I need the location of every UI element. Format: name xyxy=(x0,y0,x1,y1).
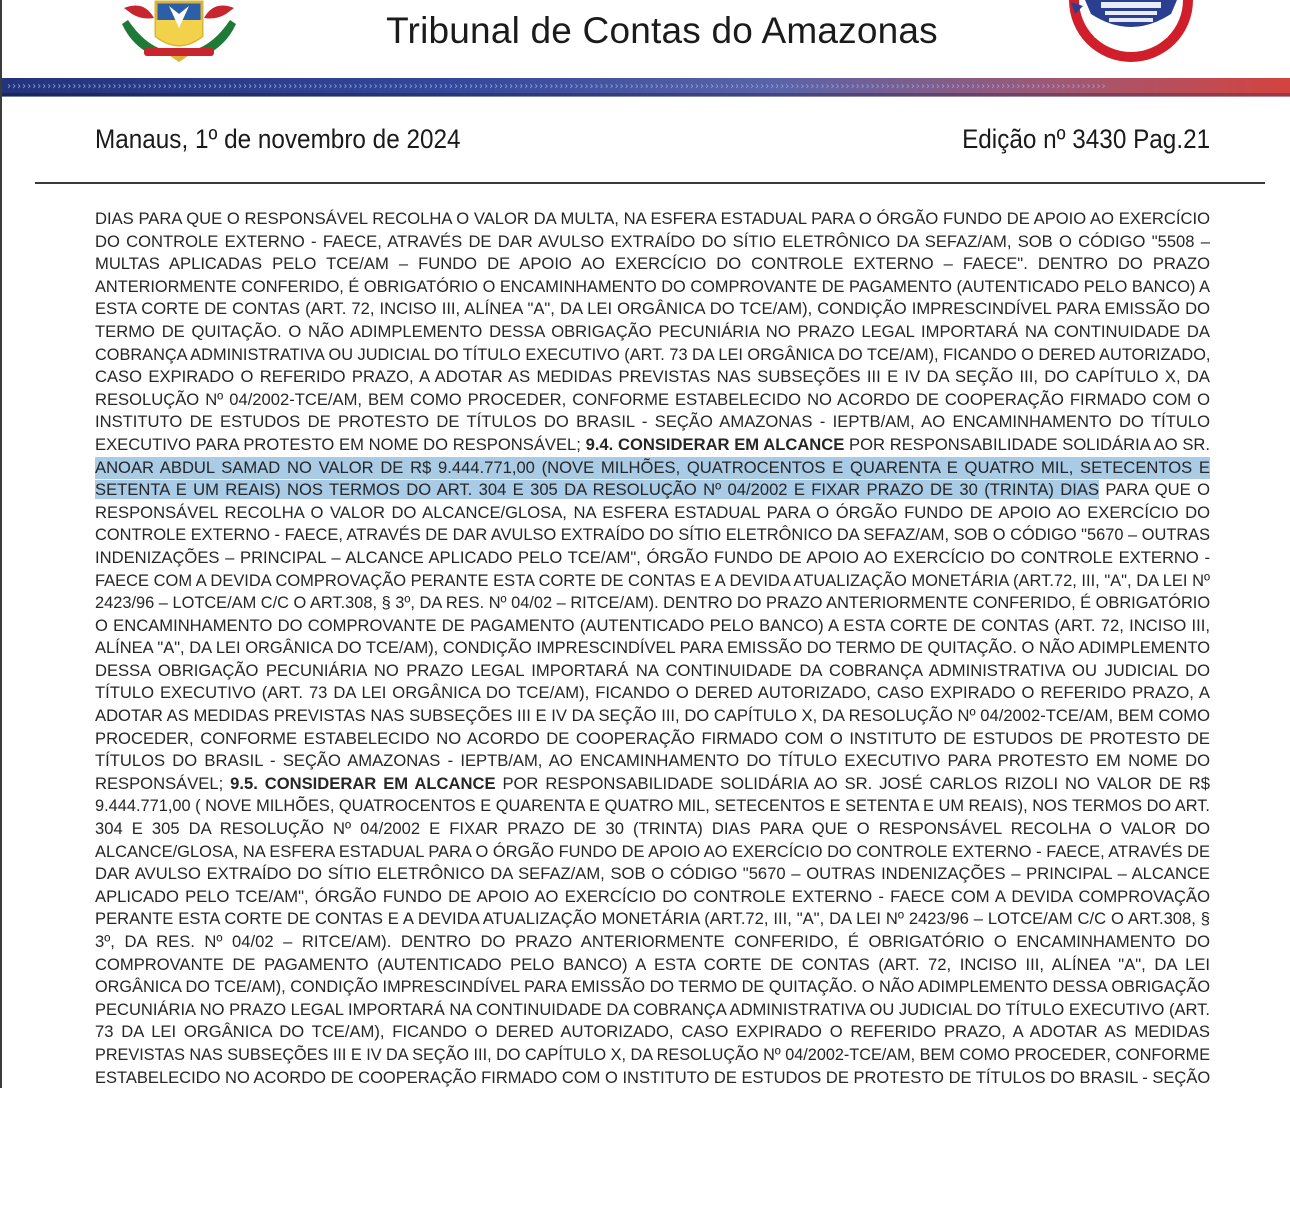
text-line: COMPROVANTE DE PAGAMENTO (AUTENTICADO PELO BANCO) A ESTA CORTE DE CONTAS (ART. 72, INCISO III, ALÍNEA "A", DA LEI xyxy=(95,954,1210,974)
text-line: 9.444.771,00 ( NOVE MILHÕES, QUATROCENTOS E QUARENTA E QUATRO MIL, SETECENTOS E SETENTA E UM REAIS), NOS TERMOS DO ART. xyxy=(95,796,1210,816)
text-line: PERANTE ESTA CORTE DE CONTAS E A DEVIDA ATUALIZAÇÃO MONETÁRIA (ART.72, III, "A", DA LEI Nº 2423/96 – LOTCE/AM C/C O ART.308, § xyxy=(95,909,1210,929)
text-line: 3º, DA RES. Nº 04/02 – RITCE/AM). DENTRO DO PRAZO ANTERIORMENTE CONFERIDO, É OBRIGATÓRIO O ENCAMINHAMENTO DO xyxy=(95,932,1210,951)
text-line: INSTITUTO DE ESTUDOS DE PROTESTO DE TÍTULOS DO BRASIL - SEÇÃO AMAZONAS - IEPTB/AM, AO ENCAMINHAMENTO DO TÍTULO xyxy=(95,412,1210,432)
text-line: APLICADO PELO TCE/AM", ÓRGÃO FUNDO DE APOIO AO EXERCÍCIO DO CONTROLE EXTERNO - FAECE COM A DEVIDA COMPROVAÇÃO xyxy=(95,886,1210,906)
text-fragment: PARA QUE O xyxy=(1099,480,1210,500)
text-line: TERMO DE QUITAÇÃO. O NÃO ADIMPLEMENTO DESSA OBRIGAÇÃO PECUNIÁRIA NO PRAZO LEGAL IMPORTARÁ NA CONTINUIDADE DA xyxy=(95,321,1210,341)
text-line: PROCEDER, CONFORME ESTABELECIDO NO ACORDO DE COOPERAÇÃO FIRMADO COM O INSTITUTO DE ESTUDOS DE PROTESTO DE xyxy=(95,728,1210,748)
chevron-pattern-icon: ››››››››››››››››››››››››››››››››››››››››››››››››››››››››››››››››››››››››››››››››››››››››››››››››››››››››››››››››››››››››››››››››››››››››››››››››››››››››››››››››››››››››››››››››››››››››››››››››››››››››››››››››››››››››››› xyxy=(6,81,1106,92)
text-line: FAECE COM A DEVIDA COMPROVAÇÃO PERANTE ESTA CORTE DE CONTAS E A DEVIDA ATUALIZAÇÃO MONETÁRIA (ART.72, III, "A", DA LEI Nº xyxy=(95,570,1211,590)
document-body xyxy=(95,208,1210,1089)
edition-meta xyxy=(95,124,1211,164)
text-line: RESPONSÁVEL RECOLHA O VALOR DO ALCANCE/GLOSA, NA ESFERA ESTADUAL PARA O ÓRGÃO FUNDO DE APOIO AO EXERCÍCIO DO xyxy=(95,502,1210,522)
text-line: PECUNIÁRIA NO PRAZO LEGAL IMPORTARÁ NA CONTINUIDADE DA COBRANÇA ADMINISTRATIVA OU JUDICIAL DO TÍTULO EXECUTIVO (ART. xyxy=(95,999,1211,1019)
header-divider xyxy=(35,182,1265,184)
text-line: ADOTAR AS MEDIDAS PREVISTAS NAS SUBSEÇÕES III E IV DA SEÇÃO III, DO CAPÍTULO X, DA RESOLUÇÃO Nº 04/2002-TCE/AM, BEM COMO xyxy=(95,706,1210,726)
text-line: MULTAS APLICADAS PELO TCE/AM – FUNDO DE APOIO AO EXERCÍCIO DO CONTROLE EXTERNO – FAECE". DENTRO DO PRAZO xyxy=(95,254,1210,274)
text-line: O ENCAMINHAMENTO DO COMPROVANTE DE PAGAMENTO (AUTENTICADO PELO BANCO) A ESTA CORTE DE CONTAS (ART. 72, INCISO III, xyxy=(95,615,1210,635)
text-fragment: POR RESPONSABILIDADE SOLIDÁRIA AO SR. xyxy=(844,434,1210,454)
text-line: 304 E 305 DA RESOLUÇÃO Nº 04/2002 E FIXAR PRAZO DE 30 (TRINTA) DIAS PARA QUE O RESPONSÁVEL RECOLHA O VALOR DO xyxy=(95,819,1210,839)
text-fragment: POR RESPONSABILIDADE SOLIDÁRIA AO SR. JOSÉ CARLOS RIZOLI NO VALOR DE R$ xyxy=(495,773,1210,793)
text-line: DAR AVULSO EXTRAÍDO DO SÍTIO ELETRÔNICO DA SEFAZ/AM, SOB O CÓDIGO "5670 – OUTRAS INDENIZAÇÕES – PRINCIPAL – ALCANCE xyxy=(95,864,1210,884)
text-line: INDENIZAÇÕES – PRINCIPAL – ALCANCE APLICADO PELO TCE/AM", ÓRGÃO FUNDO DE APOIO AO EXERCÍCIO DO CONTROLE EXTERNO - xyxy=(95,547,1210,567)
text-line: DO CONTROLE EXTERNO - FAECE, ATRAVÉS DE DAR AVULSO EXTRAÍDO DO SÍTIO ELETRÔNICO DA SEFAZ/AM, SOB O CÓDIGO "5508 – xyxy=(95,231,1210,251)
edition-number: Edição nº 3430 Pag.21 xyxy=(962,124,1211,154)
header-stripe-shadow xyxy=(2,93,1290,97)
text-line: COBRANÇA ADMINISTRATIVA OU JUDICIAL DO TÍTULO EXECUTIVO (ART. 73 DA LEI ORGÂNICA DO TCE/AM), FICANDO O DERED AUTORIZADO, xyxy=(95,344,1211,364)
text-line: ORGÂNICA DO TCE/AM), CONDIÇÃO IMPRESCINDÍVEL PARA EMISSÃO DO TERMO DE QUITAÇÃO. O NÃO ADIMPLEMENTO DESSA OBRIGAÇÃO xyxy=(95,977,1210,997)
text-line: PREVISTAS NAS SUBSEÇÕES III E IV DA SEÇÃO III, DO CAPÍTULO X, DA RESOLUÇÃO Nº 04/2002-TCE/AM, BEM COMO PROCEDER, CONFORME xyxy=(95,1044,1211,1064)
text-line: DESSA OBRIGAÇÃO PECUNIÁRIA NO PRAZO LEGAL IMPORTARÁ NA CONTINUIDADE DA COBRANÇA ADMINISTRATIVA OU JUDICIAL DO xyxy=(95,660,1210,680)
highlighted-text-selection[interactable]: SETENTA E UM REAIS) NOS TERMOS DO ART. 304 E 305 DA RESOLUÇÃO Nº 04/2002 E FIXAR PRAZO DE 30 (TRINTA) DIAS xyxy=(95,480,1100,500)
page-title: Tribunal de Contas do Amazonas xyxy=(386,10,938,51)
text-line: TÍTULOS DO BRASIL - SEÇÃO AMAZONAS - IEPTB/AM, AO ENCAMINHAMENTO DO TÍTULO EXECUTIVO PARA PROTESTO EM NOME DO xyxy=(95,751,1210,771)
text-line: ALÍNEA "A", DA LEI ORGÂNICA DO TCE/AM), CONDIÇÃO IMPRESCINDÍVEL PARA EMISSÃO DO TERMO DE QUITAÇÃO. O NÃO ADIMPLEMENTO xyxy=(95,638,1211,658)
coat-of-arms-icon xyxy=(114,0,244,62)
text-line: 73 DA LEI ORGÂNICA DO TCE/AM), FICANDO O DERED AUTORIZADO, CASO EXPIRADO O REFERIDO PRAZO, A ADOTAR AS MEDIDAS xyxy=(95,1022,1210,1042)
certification-seal-icon xyxy=(1065,0,1197,66)
text-line xyxy=(95,434,1210,457)
item-heading-9-4: 9.4. CONSIDERAR EM ALCANCE xyxy=(585,434,845,454)
text-line: ESTA CORTE DE CONTAS (ART. 72, INCISO III, ALÍNEA "A", DA LEI ORGÂNICA DO TCE/AM), CONDIÇÃO IMPRESCINDÍVEL PARA EMISSÃO DO xyxy=(95,299,1210,319)
publication-date: Manaus, 1º de novembro de 2024 xyxy=(95,124,461,154)
text-line: DIAS PARA QUE O RESPONSÁVEL RECOLHA O VALOR DA MULTA, NA ESFERA ESTADUAL PARA O ÓRGÃO FUNDO DE APOIO AO EXERCÍCIO xyxy=(95,209,1210,228)
text-line: ANTERIORMENTE CONFERIDO, É OBRIGATÓRIO O ENCAMINHAMENTO DO COMPROVANTE DE PAGAMENTO (AUTENTICADO PELO BANCO) A xyxy=(95,276,1211,296)
text-line: CASO EXPIRADO O REFERIDO PRAZO, A ADOTAR AS MEDIDAS PREVISTAS NAS SUBSEÇÕES III E IV DA SEÇÃO III, DO CAPÍTULO X, DA xyxy=(95,367,1210,387)
text-line xyxy=(95,773,1210,796)
text-line: ESTABELECIDO NO ACORDO DE COOPERAÇÃO FIRMADO COM O INSTITUTO DE ESTUDOS DE PROTESTO DE TÍTULOS DO BRASIL - SEÇÃO xyxy=(95,1067,1211,1087)
text-line: CONTROLE EXTERNO - FAECE, ATRAVÉS DE DAR AVULSO EXTRAÍDO DO SÍTIO ELETRÔNICO DA SEFAZ/AM, SOB O CÓDIGO "5670 – OUTRAS xyxy=(95,525,1211,545)
text-fragment: RESPONSÁVEL; xyxy=(95,773,231,793)
text-line: TÍTULO EXECUTIVO (ART. 73 DA LEI ORGÂNICA DO TCE/AM), FICANDO O DERED AUTORIZADO, CASO EXPIRADO O REFERIDO PRAZO, A xyxy=(95,683,1210,703)
text-line: 2423/96 – LOTCE/AM C/C O ART.308, § 3º, DA RES. Nº 04/02 – RITCE/AM). DENTRO DO PRAZO ANTERIORMENTE CONFERIDO, É OBRIGATÓRIO xyxy=(95,593,1211,613)
text-line: RESOLUÇÃO Nº 04/2002-TCE/AM, BEM COMO PROCEDER, CONFORME ESTABELECIDO NO ACORDO DE COOPERAÇÃO FIRMADO COM O xyxy=(95,389,1210,409)
item-heading-9-5: 9.5. CONSIDERAR EM ALCANCE xyxy=(230,773,496,793)
text-fragment: EXECUTIVO PARA PROTESTO EM NOME DO RESPONSÁVEL; xyxy=(95,434,586,454)
page-header xyxy=(2,0,1290,78)
text-line xyxy=(95,479,1210,502)
highlighted-text-line[interactable]: ANOAR ABDUL SAMAD NO VALOR DE R$ 9.444.771,00 (NOVE MILHÕES, QUATROCENTOS E QUARENTA E QUATRO MIL, SETECENTOS E xyxy=(95,457,1210,480)
text-line: ALCANCE/GLOSA, NA ESFERA ESTADUAL PARA O ÓRGÃO FUNDO DE APOIO AO EXERCÍCIO DO CONTROLE EXTERNO - FAECE, ATRAVÉS DE xyxy=(95,841,1210,861)
